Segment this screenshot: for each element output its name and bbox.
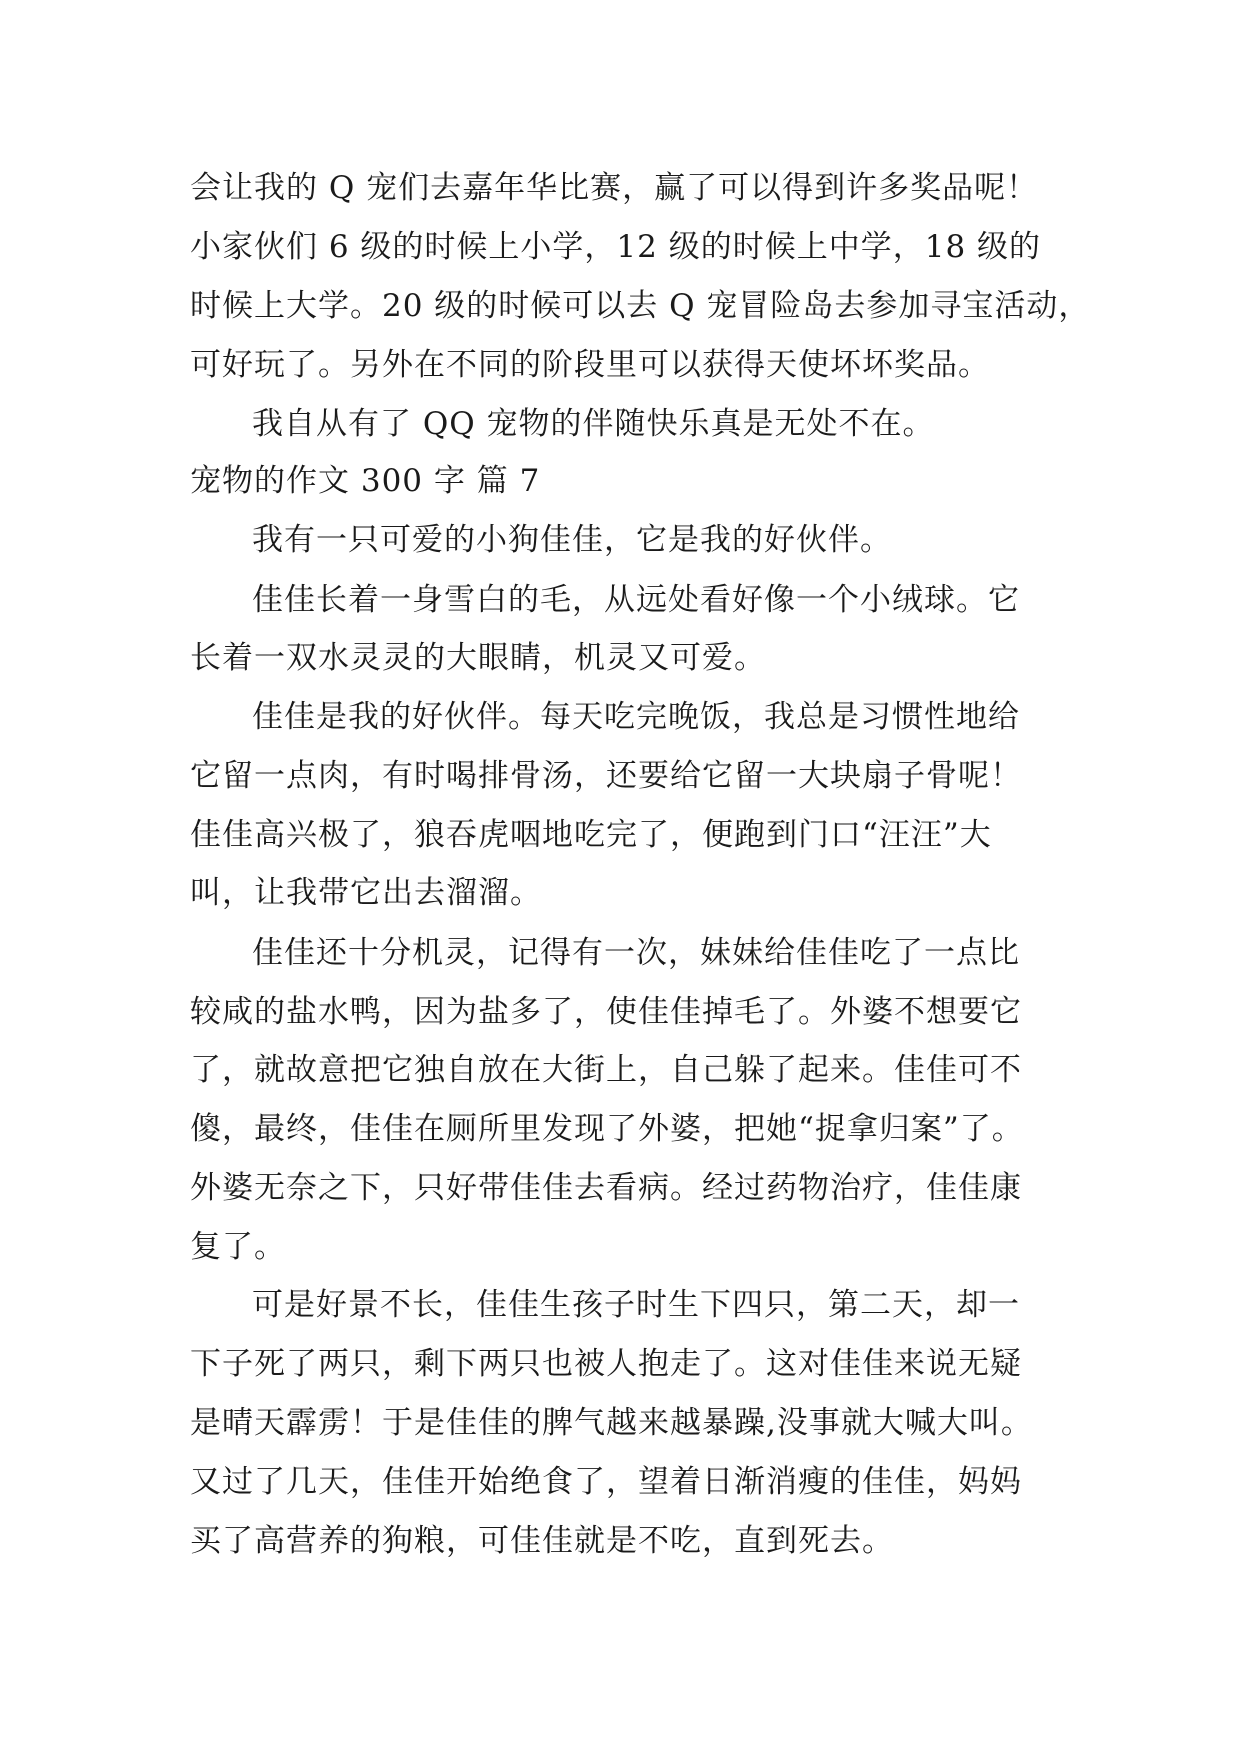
text-line: 了，就故意把它独自放在大街上，自己躲了起来。佳佳可不 — [190, 1052, 1022, 1088]
text-line: 佳佳是我的好伙伴。每天吃完晚饭，我总是习惯性地给 — [252, 699, 1020, 735]
text-line: 我自从有了 QQ 宠物的伴随快乐真是无处不在。 — [252, 406, 935, 442]
text-line: 复了。 — [190, 1229, 286, 1265]
text-line: 可好玩了。另外在不同的阶段里可以获得天使坏坏奖品。 — [190, 347, 990, 383]
text-line: 会让我的 Q 宠们去嘉年华比赛，赢了可以得到许多奖品呢！ — [190, 170, 1039, 206]
text-line: 下子死了两只，剩下两只也被人抱走了。这对佳佳来说无疑 — [190, 1346, 1022, 1382]
text-line: 佳佳还十分机灵，记得有一次，妹妹给佳佳吃了一点比 — [252, 935, 1020, 971]
text-line: 叫，让我带它出去溜溜。 — [190, 875, 542, 911]
text-line: 是晴天霹雳！于是佳佳的脾气越来越暴躁,没事就大喊大叫。 — [190, 1405, 1033, 1441]
section-heading: 宠物的作文 300 字 篇 7 — [190, 463, 541, 499]
text-line: 可是好景不长，佳佳生孩子时生下四只，第二天，却一 — [252, 1287, 1020, 1323]
text-line: 又过了几天，佳佳开始绝食了，望着日渐消瘦的佳佳，妈妈 — [190, 1464, 1022, 1500]
text-line: 佳佳高兴极了，狼吞虎咽地吃完了，便跑到门口“汪汪”大 — [190, 817, 992, 853]
text-line: 时候上大学。20 级的时候可以去 Q 宠冒险岛去参加寻宝活动， — [190, 288, 1091, 324]
text-line: 长着一双水灵灵的大眼睛，机灵又可爱。 — [190, 640, 766, 676]
text-line: 我有一只可爱的小狗佳佳，它是我的好伙伴。 — [252, 522, 892, 558]
text-line: 傻，最终，佳佳在厕所里发现了外婆，把她“捉拿归案”了。 — [190, 1111, 1024, 1147]
text-line: 买了高营养的狗粮，可佳佳就是不吃，直到死去。 — [190, 1523, 894, 1559]
text-line: 它留一点肉，有时喝排骨汤，还要给它留一大块扇子骨呢！ — [190, 758, 1022, 794]
text-line: 外婆无奈之下，只好带佳佳去看病。经过药物治疗，佳佳康 — [190, 1170, 1022, 1206]
text-line: 佳佳长着一身雪白的毛，从远处看好像一个小绒球。它 — [252, 582, 1020, 618]
text-line: 较咸的盐水鸭，因为盐多了，使佳佳掉毛了。外婆不想要它 — [190, 994, 1022, 1030]
text-line: 小家伙们 6 级的时候上小学，12 级的时候上中学，18 级的 — [190, 229, 1042, 265]
